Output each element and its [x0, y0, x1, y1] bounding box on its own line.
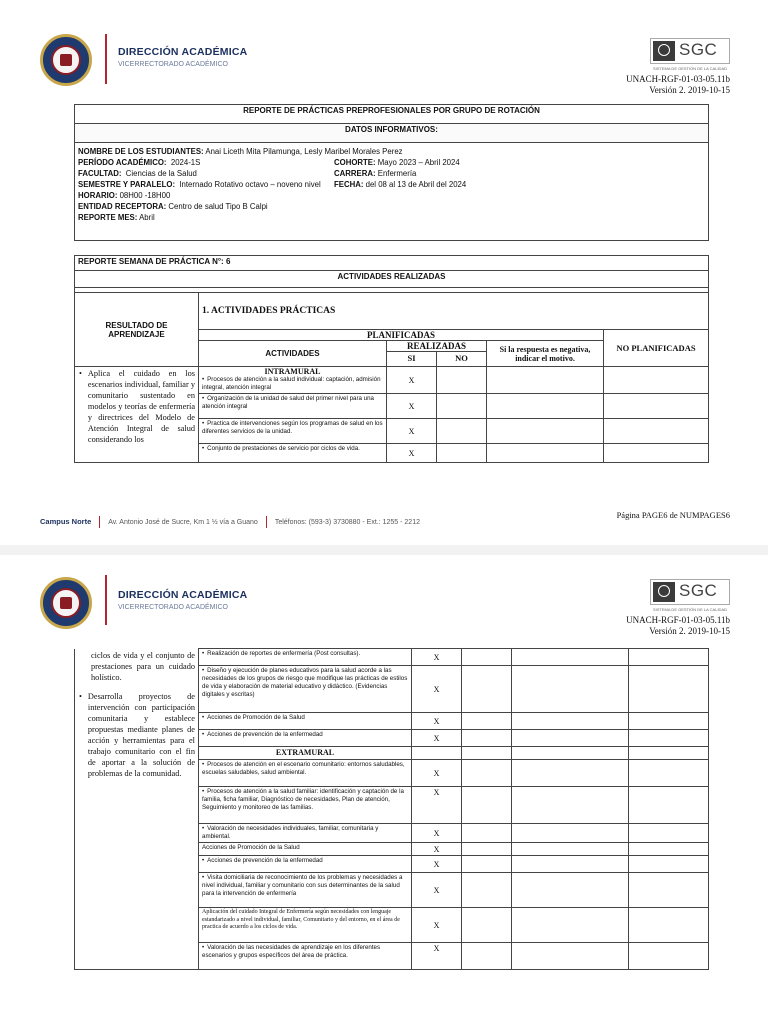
page-number: Página PAGE6 de NUMPAGES6 — [616, 510, 730, 520]
activities-header: ACTIVIDADES — [199, 341, 387, 367]
activity-row: • Acciones de Promoción de la Salud — [199, 713, 412, 730]
page-footer — [40, 516, 420, 528]
header-subtitle: VICERRECTORADO ACADÉMICO — [118, 604, 228, 611]
activity-row: INTRAMURAL • Procesos de atención a la salud individual: captación, admisión integral, atención integral — [199, 367, 387, 394]
yes-mark: X — [412, 943, 462, 970]
yes-mark: X — [412, 843, 462, 856]
yes-mark: X — [412, 666, 462, 713]
students-value: Anai Liceth Mita Pilamunga, Lesly Maribel Morales Perez — [205, 147, 403, 156]
footer-phones: Teléfonos: (593-3) 3730880 - Ext.: 1255 - 2212 — [274, 518, 420, 526]
activity-row: • Realización de reportes de enfermería (Post consultas). — [199, 649, 412, 666]
footer-campus: Campus Norte — [40, 516, 92, 526]
result-header: RESULTADO DE APRENDIZAJE — [75, 293, 199, 367]
done-header: REALIZADAS — [387, 341, 487, 352]
no-header: NO — [437, 352, 487, 367]
extramural-label: EXTRAMURAL — [199, 747, 412, 760]
info-title: DATOS INFORMATIVOS: — [75, 124, 709, 143]
doc-code: UNACH-RGF-01-03-05.11b — [626, 615, 730, 625]
yes-mark: X — [412, 908, 462, 943]
sgc-label: SGC — [679, 581, 718, 600]
activity-row: Aplicación del cuidado Integral de Enfermería según necesidades con lenguaje estandarizado a nivel individual, familiar, Comunitario y del entorno, en el área de practica de acuerdo a los ciclos de vida. — [199, 908, 412, 943]
header-subtitle: VICERRECTORADO ACADÉMICO — [118, 61, 228, 68]
document-code — [626, 615, 730, 637]
report-info-table — [74, 104, 709, 241]
bullet-icon: • — [79, 369, 82, 378]
doc-version: Versión 2. 2019-10-15 — [649, 85, 730, 95]
semester-line: SEMESTRE Y PARALELO: Internado Rotativo octavo – noveno nivel FECHA: del 08 al 13 de Abril del 2024 — [78, 180, 467, 189]
activity-row: • Conjunto de prestaciones de servicio por ciclos de vida. — [199, 444, 387, 463]
yes-mark: X — [412, 787, 462, 824]
activity-row: • Procesos de atención a la salud familiar: identificación y captación de la familia, ficha familiar, Diagnóstico de necesidades, Plan de atención, Seguimiento y monitoreo de las familias. — [199, 787, 412, 824]
sgc-label: SGC — [679, 40, 718, 59]
info-block — [75, 143, 709, 241]
yes-header: SI — [387, 352, 437, 367]
document-code — [626, 74, 730, 96]
yes-mark: X — [412, 856, 462, 873]
header-divider — [105, 34, 107, 84]
sgc-logo — [650, 579, 730, 605]
yes-mark: X — [412, 760, 462, 787]
intramural-label: INTRAMURAL — [264, 367, 321, 376]
yes-mark: X — [387, 444, 437, 463]
students-line: NOMBRE DE LOS ESTUDIANTES: Anai Liceth Mita Pilamunga, Lesly Maribel Morales Perez — [78, 147, 403, 156]
unplanned-header: NO PLANIFICADAS — [604, 330, 709, 367]
practical-header: 1. ACTIVIDADES PRÁCTICAS — [199, 293, 709, 330]
document-page-2 — [0, 555, 768, 1024]
sgc-emblem-icon — [653, 41, 675, 61]
week-title: REPORTE SEMANA DE PRÁCTICA N°: 6 — [75, 256, 709, 271]
date-field: FECHA: del 08 al 13 de Abril del 2024 — [334, 180, 467, 189]
page-header — [0, 0, 768, 110]
activity-row: Acciones de Promoción de la Salud — [199, 843, 412, 856]
page-separator — [0, 545, 768, 555]
result-cell-1 — [75, 367, 199, 463]
doc-version: Versión 2. 2019-10-15 — [649, 626, 730, 636]
activity-row: • Valoración de las necesidades de aprendizaje en los diferentes escenarios y grupos específicos del área de práctica. — [199, 943, 412, 970]
activity-row: • Procesos de atención en el escenario comunitario: entornos saludables, escuelas saludables, salud ambiental. — [199, 760, 412, 787]
doc-code: UNACH-RGF-01-03-05.11b — [626, 74, 730, 84]
yes-mark: X — [387, 367, 437, 394]
result-text: Aplica el cuidado en los escenarios individual, familiar y comunitario sustentado en modelos y teorías de enfermería y directrices del Modelo de Atención Integral de salud considerando los — [87, 369, 195, 444]
yes-mark: X — [412, 649, 462, 666]
activity-row: • Acciones de prevención de la enfermedad — [199, 856, 412, 873]
header-divider — [105, 575, 107, 625]
header-title: DIRECCIÓN ACADÉMICA — [118, 589, 248, 601]
university-seal-icon — [40, 34, 92, 86]
period-line: PERÍODO ACADÉMICO: 2024-1S COHORTE: Mayo 2023 – Abril 2024 — [78, 158, 460, 167]
yes-mark: X — [387, 394, 437, 419]
result-text-2: Desarrolla proyectos de intervención con participación comunitaria y establece propuestas mediante planes de acción y herramientas para el trabajo comunitario con el fin de aportar a la solución de problemas de la comunidad. — [87, 691, 195, 778]
activity-row: • Acciones de prevención de la enfermedad — [199, 730, 412, 747]
activities-title: ACTIVIDADES REALIZADAS — [75, 271, 709, 288]
activity-row: • Diseño y ejecución de planes educativos para la salud acorde a las necesidades de los grupos de riesgo que modifique las prácticas de estilos de vida y elaboración de material educativo y didáctico. (Evidencias digitales y escritas) — [199, 666, 412, 713]
planned-header: PLANIFICADAS — [199, 330, 604, 341]
activities-table — [74, 255, 709, 463]
header-title: DIRECCIÓN ACADÉMICA — [118, 46, 248, 58]
reason-header: Si la respuesta es negativa, indicar el motivo. — [487, 341, 604, 367]
entity-line: ENTIDAD RECEPTORA: Centro de salud Tipo B Calpi — [78, 202, 268, 211]
yes-mark: X — [412, 873, 462, 908]
result-cell-2 — [75, 649, 199, 970]
yes-mark: X — [412, 713, 462, 730]
sgc-caption: SISTEMA DE GESTIÓN DE LA CALIDAD — [652, 66, 728, 71]
bullet-icon: • — [79, 691, 82, 701]
activities-table-continued — [74, 648, 709, 970]
sgc-caption: SISTEMA DE GESTIÓN DE LA CALIDAD — [652, 607, 728, 612]
cohort-field: COHORTE: Mayo 2023 – Abril 2024 — [334, 158, 460, 167]
university-seal-icon — [40, 577, 92, 629]
footer-address: Av. Antonio José de Sucre, Km 1 ½ vía a Guano — [108, 518, 258, 526]
faculty-line: FACULTAD: Ciencias de la Salud CARRERA: Enfermería — [78, 169, 417, 178]
yes-mark: X — [387, 419, 437, 444]
career-field: CARRERA: Enfermería — [334, 169, 417, 178]
yes-mark: X — [412, 730, 462, 747]
result-text-continued: ciclos de vida y el conjunto de prestaciones para un cuidado holístico. — [91, 650, 195, 682]
activity-row: • Valoración de necesidades individuales, familiar, comunitaria y ambiental. — [199, 824, 412, 843]
yes-mark: X — [412, 824, 462, 843]
sgc-logo — [650, 38, 730, 64]
activity-row: • Visita domiciliaria de reconocimiento de los problemas y necesidades a nivel individual, familiar y comunitario con sus determinantes de la salud para la intervención de enfermería — [199, 873, 412, 908]
activity-row: • Organización de la unidad de salud del primer nivel para una atención integral — [199, 394, 387, 419]
report-title: REPORTE DE PRÁCTICAS PREPROFESIONALES POR GRUPO DE ROTACIÓN — [75, 105, 709, 124]
sgc-emblem-icon — [653, 582, 675, 602]
activity-row: • Practica de intervenciones según los programas de salud en los diferentes servicios de la unidad. — [199, 419, 387, 444]
schedule-line: HORARIO: 08H00 -18H00 — [78, 191, 171, 200]
month-line: REPORTE MES: Abril — [78, 213, 155, 222]
